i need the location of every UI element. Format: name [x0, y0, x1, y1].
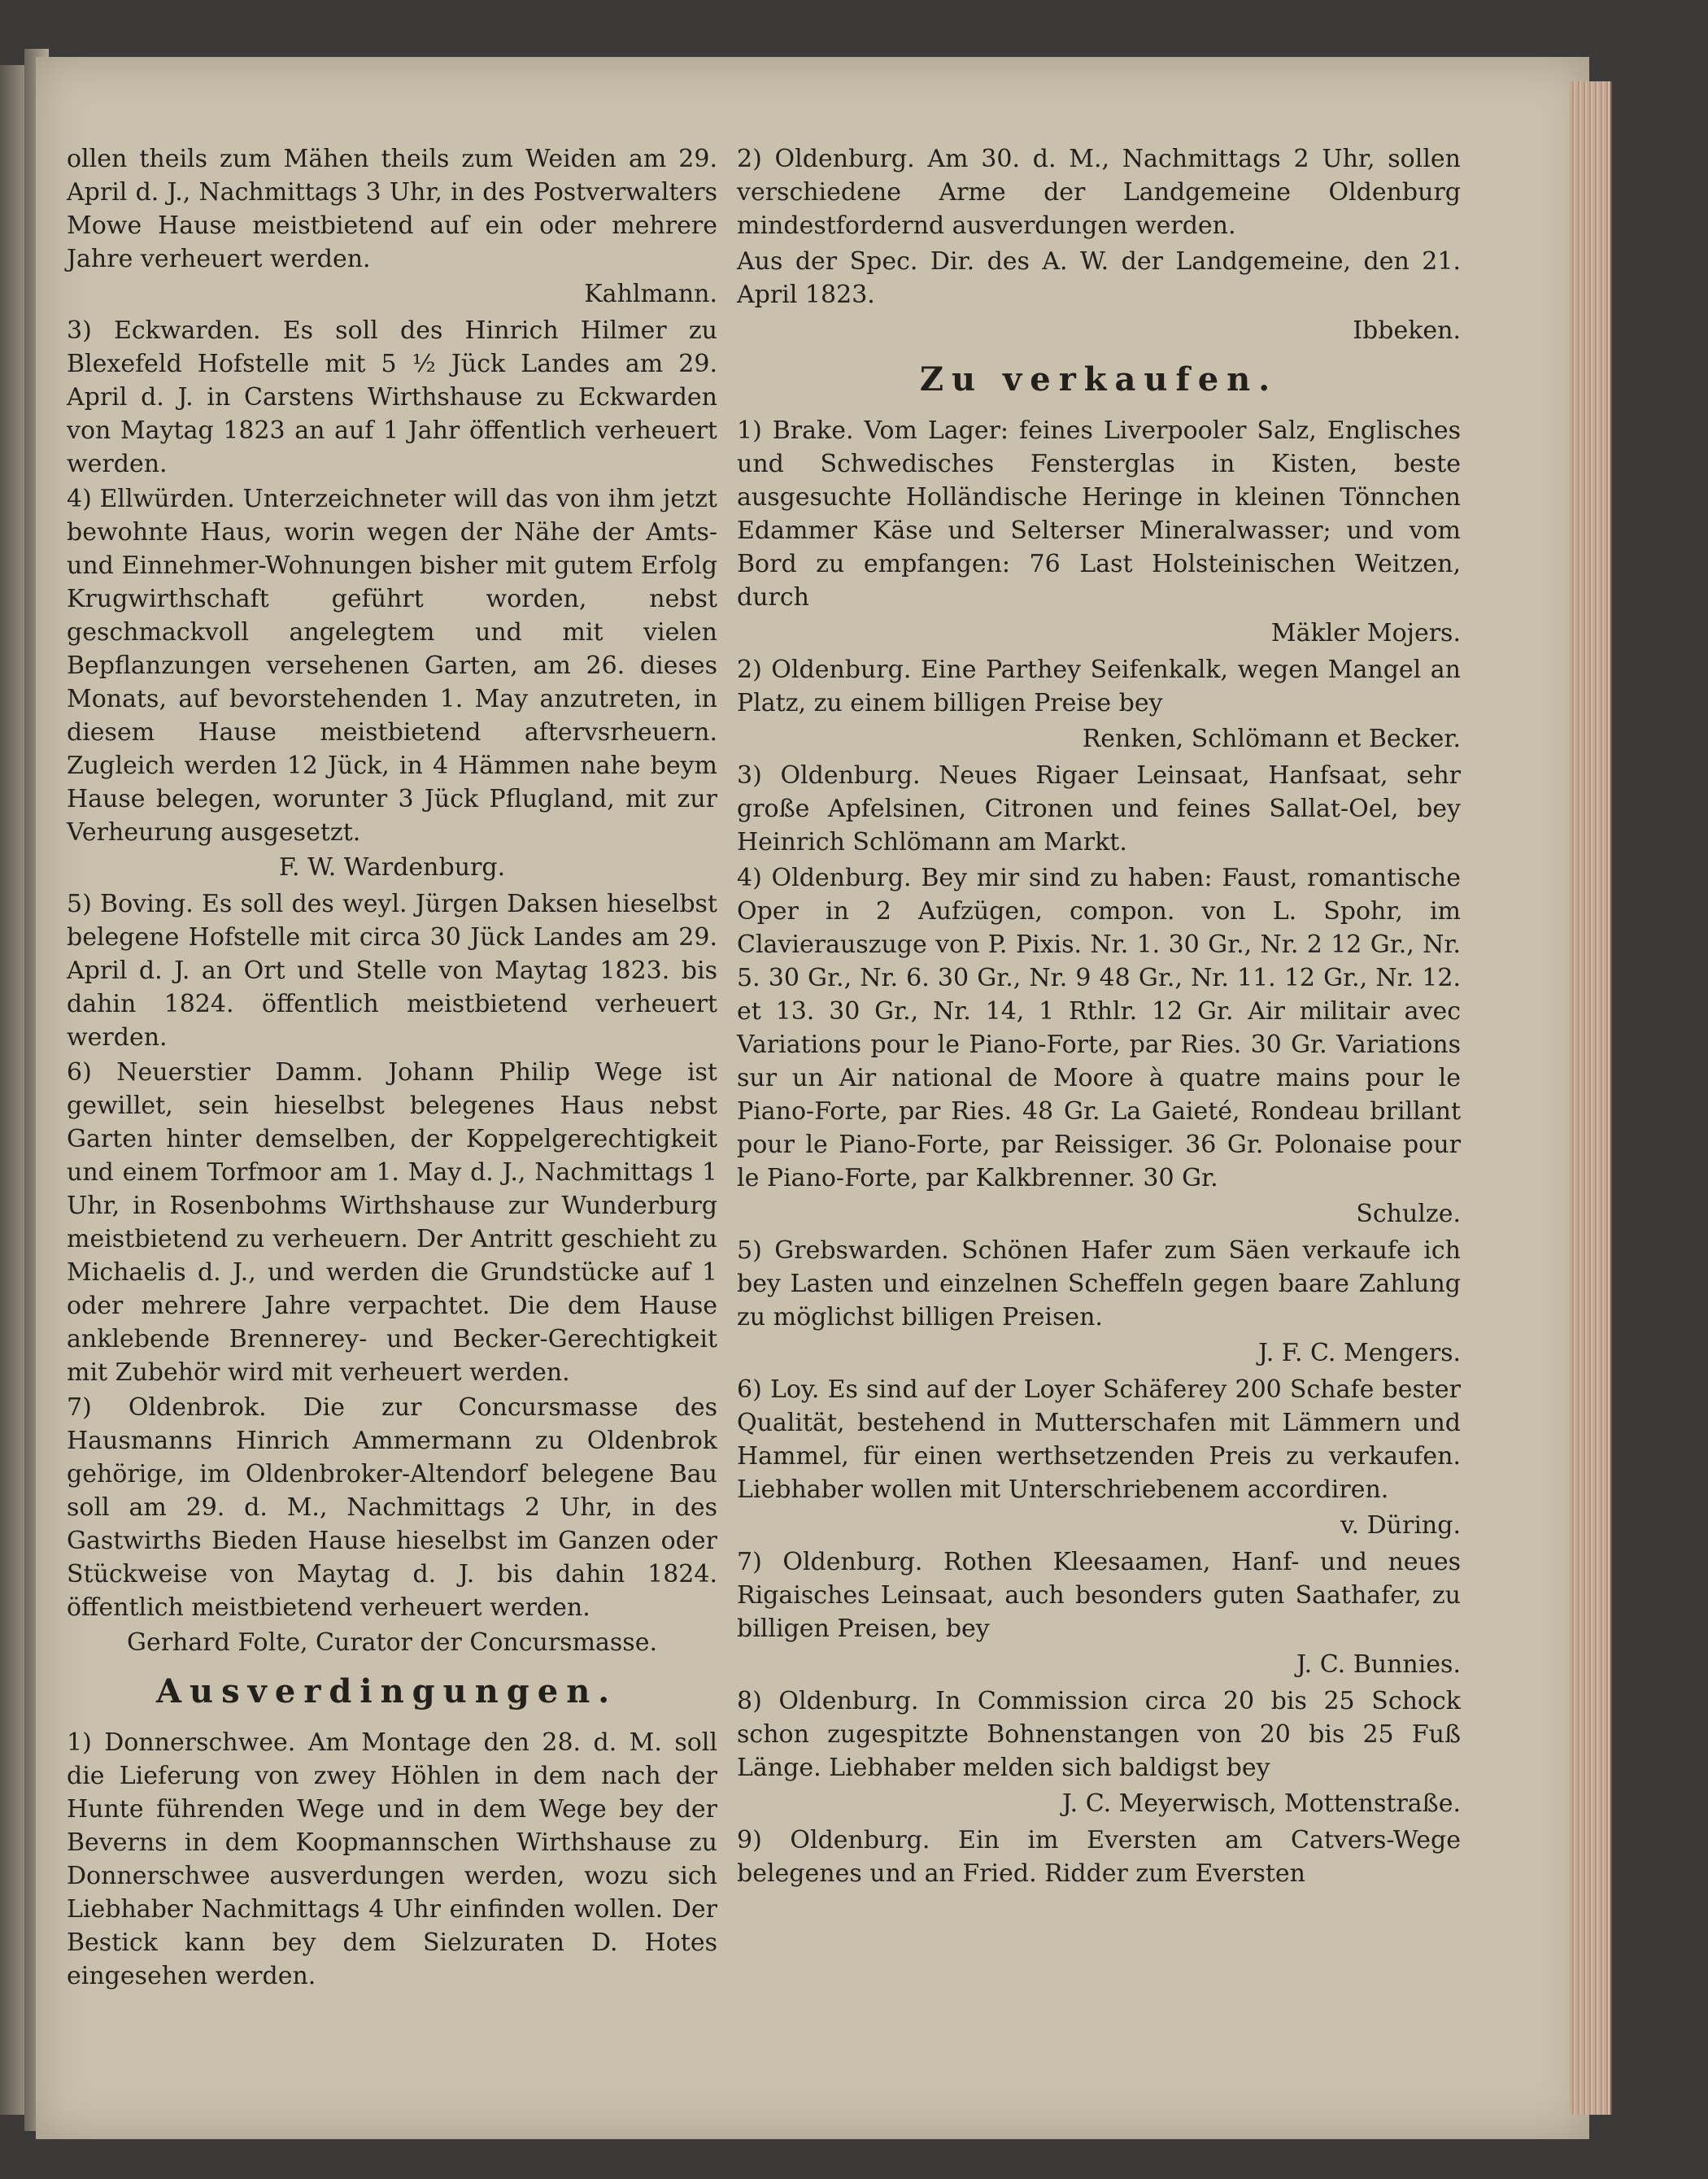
notice-entry: 4) Ellwürden. Unterzeichneter will das von ihm jetzt bewohnte Haus, worin wegen der Nähe der Amts- und Einnehmer-Wohnungen bisher mit gutem Erfolg Krugwirthschaft geführt worden, nebst geschmackvoll angelegtem und mit vielen Bepflanzungen versehenen Garten, am 26. dieses Monats, auf bevorstehenden 1. May anzutreten, in diesem Hause meistbietend aftervsrheuern. Zugleich werden 12 Jück, in 4 Hämmen nahe beym Hause belegen, worunter 3 Jück Pflugland, mit zur Verheurung ausgesetzt. — [67, 485, 717, 847]
signature: F. W. Wardenburg. — [278, 853, 506, 882]
notice-entry: 1) Brake. Vom Lager: feines Liverpooler Salz, Englisches und Schwedisches Fensterglas in Kisten, beste ausgesuchte Holländische Heringe in kleinen Tönnchen Edammer Käse und Selterser Mineralwasser; und vom Bord zu empfangen: 76 Last Holsteinischen Weitzen, durch — [737, 416, 1461, 612]
signature: Mäkler Mojers. — [1270, 619, 1461, 647]
notice-entry: 3) Oldenburg. Neues Rigaer Leinsaat, Hanfsaat, sehr große Apfelsinen, Citronen und feines Sallat-Oel, bey Heinrich Schlömann am Markt. — [737, 761, 1461, 856]
scan-top-border — [0, 0, 1708, 33]
section-heading: Ausverdingungen. — [156, 1672, 618, 1711]
notice-entry: 4) Oldenburg. Bey mir sind zu haben: Faust, romantische Oper in 2 Aufzügen, compon. von L. Spohr, im Clavierauszuge von P. Pixis. Nr. 1. 30 Gr., Nr. 2 12 Gr., Nr. 5. 30 Gr., Nr. 6. 30 Gr., Nr. 9 48 Gr., Nr. 11. 12 Gr., Nr. 12. et 13. 30 Gr., Nr. 14, 1 Rthlr. 12 Gr. Air militair avec Variations pour le Piano-Forte, par Ries. 30 Gr. Variations sur un Air national de Moore à quatre mains pour le Piano-Forte, par Ries. 48 Gr. La Gaieté, Rondeau brillant pour le Piano-Forte, par Reissiger. 36 Gr. Polonaise pour le Piano-Forte, par Kalkbrenner. 30 Gr. — [737, 864, 1461, 1192]
signature: Ibbeken. — [1353, 316, 1461, 345]
page-stack-edge — [1570, 81, 1612, 2115]
notice-entry: 1) Donnerschwee. Am Montage den 28. d. M. soll die Lieferung von zwey Höhlen in dem nach der Hunte führenden Wege und in dem Wege bey der Beverns in dem Koopmannschen Wirthshause zu Donnerschwee ausverdungen werden, wozu sich Liebhaber Nachmittags 4 Uhr einfinden wollen. Der Bestick kann bey dem Sielzuraten D. Hotes eingesehen werden. — [67, 1728, 717, 1990]
notice-entry: Aus der Spec. Dir. des A. W. der Landgemeine, den 21. April 1823. — [737, 247, 1461, 309]
notice-entry: 6) Neuerstier Damm. Johann Philip Wege ist gewillet, sein hieselbst belegenes Haus nebst Garten hinter demselben, der Koppelgerechtigkeit und einem Torfmoor am 1. May d. J., Nachmittags 1 Uhr, in Rosenbohms Wirthshause zur Wunderburg meistbietend zu verheuern. Der Antritt geschieht zu Michaelis d. J., und werden die Grundstücke auf 1 oder mehrere Jahre verpachtet. Die dem Hause anklebende Brennerey- und Becker-Gerechtigkeit mit Zubehör wird mit verheuert werden. — [67, 1058, 717, 1387]
notice-entry: 5) Boving. Es soll des weyl. Jürgen Daksen hieselbst belegene Hofstelle mit circa 30 Jück Landes am 29. April d. J. an Ort und Stelle von Maytag 1823. bis dahin 1824. öffentlich meistbietend verheuert werden. — [67, 890, 717, 1052]
notice-entry: ollen theils zum Mähen theils zum Weiden am 29. April d. J., Nachmittags 3 Uhr, in des Postverwalters Mowe Hause meistbietend auf ein oder mehrere Jahre verheuert werden. — [67, 145, 717, 273]
signature: Kahlmann. — [584, 280, 717, 308]
signature: Gerhard Folte, Curator der Concursmasse. — [126, 1628, 657, 1657]
notice-entry: 2) Oldenburg. Am 30. d. M., Nachmittags 2 Uhr, sollen verschiedene Arme der Landgemeine Oldenburg mindestfordernd ausverdungen werden. — [737, 145, 1461, 240]
left-column — [67, 142, 717, 1994]
notice-entry: 3) Eckwarden. Es soll des Hinrich Hilmer zu Blexefeld Hofstelle mit 5 ½ Jück Landes am 29. April d. J. in Carstens Wirthshause zu Eckwarden von Maytag 1823 an auf 1 Jahr öffentlich verheuert werden. — [67, 316, 717, 478]
notice-entry: 5) Grebswarden. Schönen Hafer zum Säen verkaufe ich bey Lasten und einzelnen Scheffeln gegen baare Zahlung zu möglichst billigen Preisen. — [737, 1236, 1461, 1331]
signature: Renken, Schlömann et Becker. — [1082, 725, 1461, 753]
section-heading: Zu verkaufen. — [919, 360, 1279, 399]
notice-entry: 8) Oldenburg. In Commission circa 20 bis 25 Schock schon zugespitzte Bohnenstangen von 20 bis 25 Fuß Länge. Liebhaber melden sich baldigst bey — [737, 1687, 1461, 1782]
signature: J. C. Meyerwisch, Mottenstraße. — [1061, 1789, 1461, 1818]
notice-entry: 7) Oldenbrok. Die zur Concursmasse des Hausmanns Hinrich Ammermann zu Oldenbrok gehörige, im Oldenbroker-Altendorf belegene Bau soll am 29. d. M., Nachmittags 2 Uhr, in des Gastwirths Bieden Hause hieselbst im Ganzen oder Stückweise von Maytag d. J. bis dahin 1824. öffentlich meistbietend verheuert werden. — [67, 1393, 717, 1622]
signature: J. C. Bunnies. — [1296, 1650, 1461, 1679]
newspaper-page — [36, 57, 1589, 2139]
signature: Schulze. — [1356, 1200, 1461, 1228]
notice-entry: 6) Loy. Es sind auf der Loyer Schäferey 200 Schafe bester Qualität, bestehend in Mutterschafen mit Lämmern und Hammel, für einen werthsetzenden Preis zu verkaufen. Liebhaber wollen mit Unterschriebenem accordiren. — [737, 1375, 1461, 1504]
notice-entry: 2) Oldenburg. Eine Parthey Seifenkalk, wegen Mangel an Platz, zu einem billigen Preise bey — [737, 656, 1461, 717]
signature: J. F. C. Mengers. — [1258, 1339, 1461, 1367]
notice-entry: 7) Oldenburg. Rothen Kleesaamen, Hanf- und neues Rigaisches Leinsaat, auch besonders guten Saathafer, zu billigen Preisen, bey — [737, 1548, 1461, 1643]
right-column — [737, 142, 1461, 1893]
signature: v. Düring. — [1340, 1511, 1461, 1540]
notice-entry: 9) Oldenburg. Ein im Eversten am Catvers-Wege belegenes und an Fried. Ridder zum Eversten — [737, 1826, 1461, 1888]
